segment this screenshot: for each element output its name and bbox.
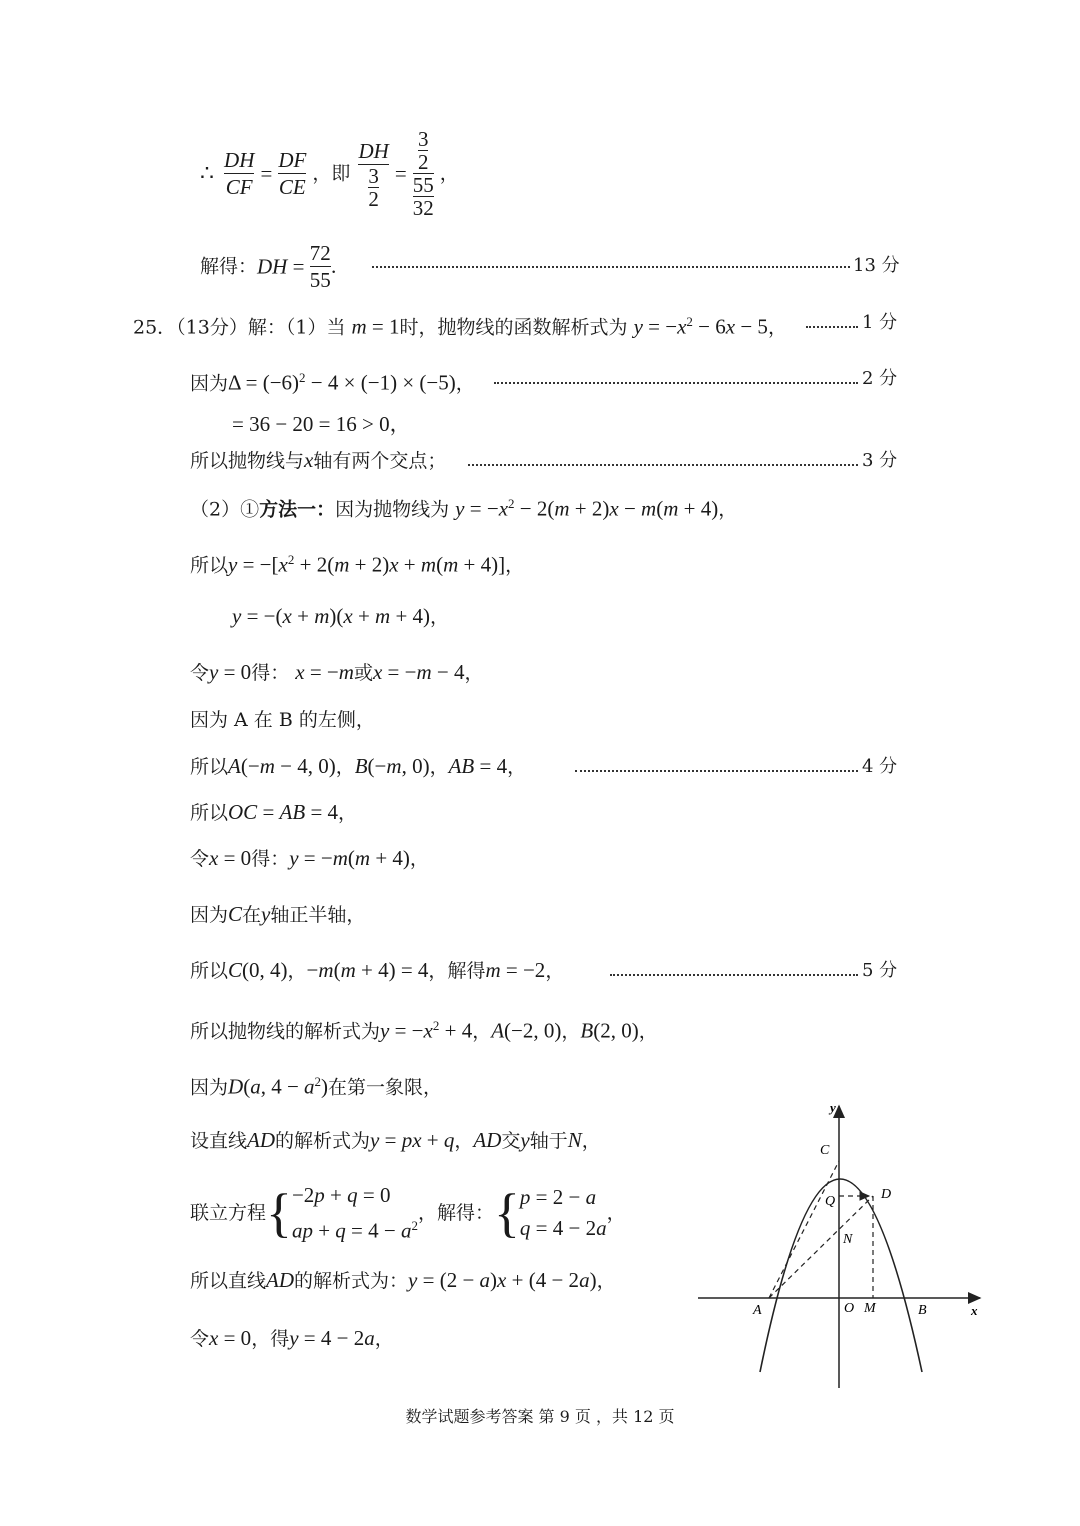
- score-3: 3 分: [862, 450, 898, 471]
- q25-label: 25．（13分）解：（1）当: [133, 316, 346, 339]
- order-line: 因为 A 在 B 的左侧，: [190, 709, 375, 731]
- label-a: A: [753, 1303, 762, 1318]
- label-n: N: [843, 1232, 853, 1247]
- solve-m-line: 所以C(0, 4)，−m(m + 4) = 4，解得m = −2，: [190, 958, 565, 982]
- factor-line-2: y = −(x + m)(x + m + 4)，: [232, 604, 450, 628]
- points-ab-line: 所以A(−m − 4, 0)，B(−m, 0)，AB = 4，: [190, 754, 527, 778]
- leader-dots: [372, 266, 850, 268]
- parabola-result-line: 所以抛物线的解析式为$y = -x^2 + 4$，A(−2, 0)，B(2, 0)，: [190, 1018, 658, 1043]
- parabola-graph: [690, 1090, 1000, 1400]
- delta-line: 因为$\Delta = (-6)^2 - 4 \times (-1) \times (-5)$，: [190, 370, 475, 395]
- ratio-line: ∴ $\frac{DH}{CF}$ = $\frac{DF}{CE}$ ，即 $\frac{DH}{\frac{3}{2}}$ = $\frac{\frac{3}{2}}{\frac{55}{32}}$ ，: [200, 127, 459, 220]
- score-4: 4 分: [862, 756, 898, 777]
- roots-line: 令y = 0得： x = −m或x = −m − 4，: [190, 660, 484, 684]
- intersection-line: 所以抛物线与x轴有两个交点；: [190, 448, 447, 472]
- parabola-curve: [760, 1179, 922, 1372]
- q25-line: 25．（13分）解：（1）当 m = 1时，抛物线的函数解析式为 $y = -x^2 - 6x - 5$，: [133, 314, 787, 339]
- line-ad-setup: 设直线AD的解析式为y = px + q，AD交y轴于N，: [190, 1128, 601, 1152]
- label-m: M: [864, 1301, 876, 1316]
- label-y: y: [830, 1100, 836, 1115]
- leader-dots: [806, 326, 858, 328]
- dh-result: 解得：DH = $\frac{72}{55}$ ．: [200, 241, 350, 292]
- leader-dots: [575, 770, 858, 772]
- n-intercept-line: 令x = 0，得y = 4 − 2a，: [190, 1326, 394, 1350]
- leader-dots: [610, 974, 858, 976]
- c-position-line: 因为C在y轴正半轴，: [190, 902, 366, 926]
- label-c: C: [820, 1143, 830, 1158]
- score-2: 2 分: [862, 368, 898, 389]
- method-one-line: （2）①方法一：因为抛物线为 $y = -x^2 - 2(m + 2)x - m(m + 4)$，: [190, 496, 738, 521]
- score-13: 13 分: [853, 255, 900, 276]
- score-5: 5 分: [862, 960, 898, 981]
- label-q: Q: [825, 1194, 836, 1209]
- score-1: 1 分: [862, 312, 898, 333]
- leader-dots: [468, 464, 858, 466]
- point-d-line: 因为D(a, $4 - a^2$)在第一象限，: [190, 1074, 443, 1099]
- label-o: O: [844, 1301, 855, 1316]
- label-d: D: [881, 1187, 892, 1202]
- dashed-ad: [769, 1196, 873, 1298]
- label-x: x: [971, 1303, 978, 1318]
- equation-system: 联立方程{ −2p + q = 0 ap + $q = 4 - a^2$ ，解得：{ p = 2 − a q = 4 − 2a ，: [190, 1183, 626, 1244]
- oc-line: 所以OC = AB = 4，: [190, 800, 358, 824]
- factor-line-1: 所以$y = -[x^2 + 2(m + 2)x + m(m + 4)]$，: [190, 552, 525, 577]
- page-footer: 数学试题参考答案 第 9 页 ，共 12 页: [405, 1407, 675, 1426]
- label-b: B: [918, 1303, 927, 1318]
- delta-value: = 36 − 20 = 16 > 0，: [232, 412, 411, 436]
- leader-dots: [494, 382, 858, 384]
- line-ad-result: 所以直线AD的解析式为：y = (2 − a)x + (4 − 2a)，: [190, 1268, 616, 1292]
- dashed-ac: [769, 1161, 839, 1298]
- y-intercept-line: 令x = 0得：y = −m(m + 4)，: [190, 846, 429, 870]
